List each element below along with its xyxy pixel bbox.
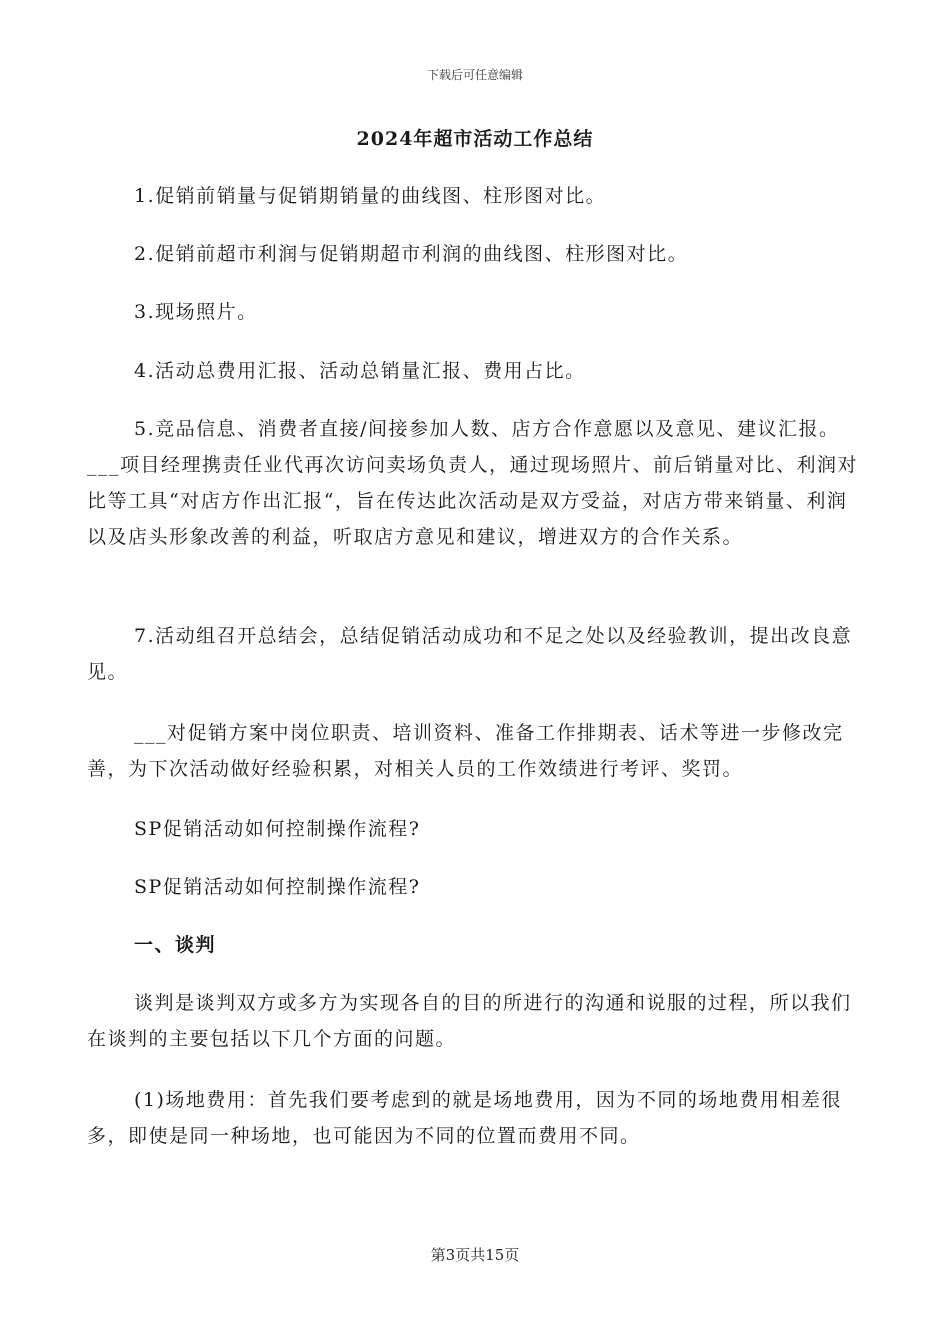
paragraph: ___对促销方案中岗位职责、培训资料、准备工作排期表、话术等进一步修改完善，为下次活动做好经验积累，对相关人员的工作效绩进行考评、奖罚。 xyxy=(87,722,844,780)
paragraph: (1)场地费用：首先我们要考虑到的就是场地费用，因为不同的场地费用相差很多，即使是同一种场地，也可能因为不同的位置而费用不同。 xyxy=(87,1089,842,1147)
paragraph: 1.促销前销量与促销期销量的曲线图、柱形图对比。 xyxy=(134,185,607,207)
paragraph: 4.活动总费用汇报、活动总销量汇报、费用占比。 xyxy=(134,360,586,382)
section-heading: 一、谈判 xyxy=(134,934,217,956)
document-title: 2024年超市活动工作总结 xyxy=(356,128,594,150)
page-footer: 第3页共15页 xyxy=(430,1246,520,1264)
paragraph: 谈判是谈判双方或多方为实现各自的目的所进行的沟通和说服的过程，所以我们在谈判的主要包括以下几个方面的问题。 xyxy=(87,992,852,1050)
paragraph: SP促销活动如何控制操作流程? xyxy=(134,876,421,898)
paragraph: 3.现场照片。 xyxy=(134,301,258,323)
paragraph: 2.促销前超市利润与促销期超市利润的曲线图、柱形图对比。 xyxy=(134,243,689,265)
paragraph: 5.竞品信息、消费者直接/间接参加人数、店方合作意愿以及意见、建议汇报。 ___项目经理携责任业代再次访问卖场负责人，通过现场照片、前后销量对比、利润对比等工具“对店方作出汇报“，旨在传达此次活动是双方受益，对店方带来销量、利润以及店头形象改善的利益，听取店方意见和建议，增进双方的合作关系。 xyxy=(87,418,859,548)
paragraph: SP促销活动如何控制操作流程? xyxy=(134,818,421,840)
paragraph: 7.活动组召开总结会，总结促销活动成功和不足之处以及经验教训，提出改良意见。 xyxy=(87,625,853,683)
header-note: 下载后可任意编辑 xyxy=(426,68,523,82)
